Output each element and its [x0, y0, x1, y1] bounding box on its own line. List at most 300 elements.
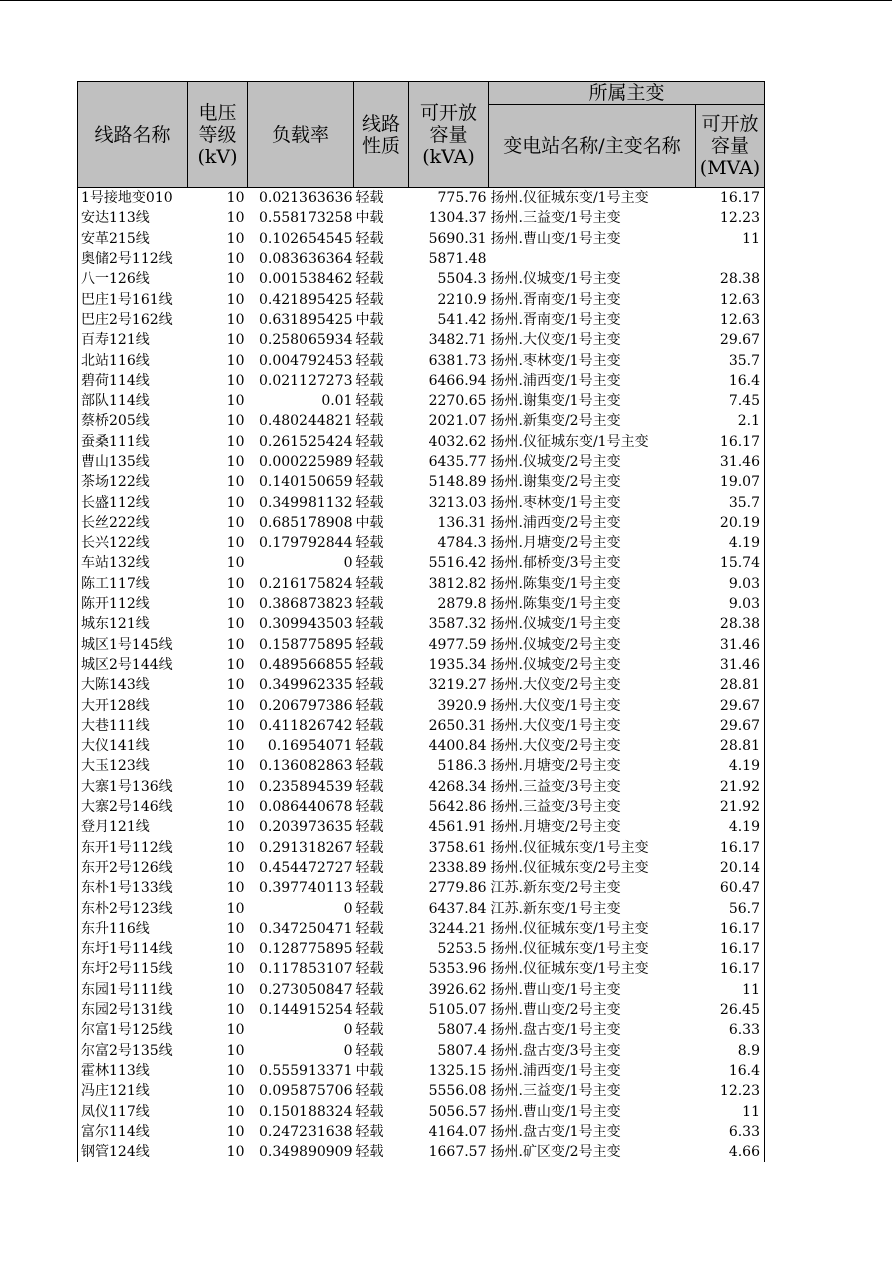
open-capacity-mva-cell: 35.7 — [696, 492, 765, 512]
load-rate-cell: 0.235894539 — [258, 778, 353, 795]
open-capacity-kva-cell: 2270.65 — [428, 393, 487, 410]
open-capacity-kva-cell: 3920.9 — [437, 697, 487, 714]
open-capacity-kva-cell: 2879.8 — [437, 596, 487, 613]
voltage-cell: 10 — [226, 413, 245, 430]
substation-cell: 扬州.仪城变/2号主变 — [490, 454, 621, 470]
load-rate-cell: 0.309943503 — [258, 616, 353, 633]
voltage-cell: 10 — [226, 210, 245, 227]
line-name-cell: 大开128线 — [78, 695, 188, 715]
table-row — [78, 878, 765, 898]
line-name-cell: 东园1号111线 — [78, 980, 188, 1000]
header-substation: 变电站名称/主变名称 — [489, 105, 696, 188]
voltage-cell: 10 — [226, 352, 245, 369]
table-row — [78, 898, 765, 918]
substation-cell: 扬州.新集变/2号主变 — [490, 413, 621, 430]
open-capacity-kva-cell: 2338.89 — [428, 859, 487, 876]
substation-cell: 扬州.大仪变/1号主变 — [490, 697, 621, 714]
open-capacity-mva-cell: 12.23 — [696, 208, 765, 228]
open-capacity-mva-cell: 28.81 — [696, 675, 765, 695]
line-name-cell: 茶场122线 — [78, 472, 188, 492]
load-rate-cell: 0.021127273 — [258, 372, 353, 389]
load-rate-cell: 0.558173258 — [258, 210, 353, 227]
load-rate-cell: 0.158775895 — [258, 636, 353, 653]
open-capacity-mva-cell: 7.45 — [696, 391, 765, 411]
open-capacity-mva-cell: 12.23 — [696, 1081, 765, 1101]
open-capacity-mva-cell: 20.19 — [696, 513, 765, 533]
load-rate-cell: 0.01 — [321, 393, 353, 410]
voltage-cell: 10 — [226, 271, 245, 288]
load-rate-cell: 0.144915254 — [258, 1002, 353, 1019]
substation-cell: 扬州.月塘变/2号主变 — [490, 535, 621, 552]
line-type-cell: 轻载 — [355, 1123, 384, 1140]
voltage-cell: 10 — [226, 1103, 245, 1120]
load-rate-cell: 0.631895425 — [258, 311, 353, 328]
line-type-cell: 轻载 — [355, 880, 384, 897]
line-type-cell: 轻载 — [355, 291, 384, 308]
substation-cell: 江苏.新东变/1号主变 — [490, 900, 621, 917]
open-capacity-mva-cell: 2.1 — [696, 411, 765, 431]
line-type-cell: 轻载 — [355, 697, 384, 714]
table-row — [78, 1061, 765, 1081]
line-name-cell: 巴庄1号161线 — [78, 289, 188, 309]
substation-cell: 扬州.三益变/1号主变 — [490, 1083, 621, 1100]
line-type-cell: 轻载 — [355, 393, 384, 410]
open-capacity-mva-cell: 8.9 — [696, 1040, 765, 1060]
substation-cell: 扬州.仪城变/2号主变 — [490, 636, 621, 653]
line-name-cell: 凤仪117线 — [78, 1101, 188, 1121]
substation-cell: 扬州.月塘变/2号主变 — [490, 758, 621, 775]
substation-cell: 扬州.曹山变/1号主变 — [490, 981, 621, 998]
substation-cell: 扬州.胥南变/1号主变 — [490, 311, 621, 328]
line-type-cell: 轻载 — [355, 920, 384, 937]
substation-cell: 扬州.大仪变/1号主变 — [490, 332, 621, 349]
voltage-cell: 10 — [226, 941, 245, 958]
load-rate-cell: 0.179792844 — [258, 535, 353, 552]
line-type-cell: 轻载 — [355, 1002, 384, 1019]
header-open-capacity-kva: 可开放容量(kVA) — [409, 82, 489, 188]
voltage-cell: 10 — [226, 230, 245, 247]
voltage-cell: 10 — [226, 920, 245, 937]
voltage-cell: 10 — [226, 433, 245, 450]
open-capacity-mva-cell: 9.03 — [696, 574, 765, 594]
substation-cell: 扬州.大仪变/1号主变 — [490, 717, 621, 734]
load-rate-cell: 0.128775895 — [258, 941, 353, 958]
line-type-cell: 轻载 — [355, 1143, 384, 1160]
line-name-cell: 东朴1号133线 — [78, 878, 188, 898]
line-type-cell: 轻载 — [355, 190, 384, 207]
open-capacity-kva-cell: 4032.62 — [428, 433, 487, 450]
line-name-cell: 长盛112线 — [78, 492, 188, 512]
open-capacity-kva-cell: 136.31 — [437, 514, 487, 531]
voltage-cell: 10 — [226, 474, 245, 491]
substation-cell: 扬州.盘古变/1号主变 — [490, 1022, 621, 1039]
header-line-type: 线路性质 — [354, 82, 409, 188]
line-type-cell: 轻载 — [355, 413, 384, 430]
table-row — [78, 1101, 765, 1121]
line-type-cell: 轻载 — [355, 819, 384, 836]
open-capacity-kva-cell: 1667.57 — [428, 1143, 487, 1160]
line-type-cell: 轻载 — [355, 555, 384, 572]
table-row — [78, 614, 765, 634]
voltage-cell: 10 — [226, 1123, 245, 1140]
open-capacity-kva-cell: 6381.73 — [428, 352, 487, 369]
open-capacity-kva-cell: 2210.9 — [437, 291, 487, 308]
substation-cell: 扬州.仪城变/1号主变 — [490, 616, 621, 633]
voltage-cell: 10 — [226, 1083, 245, 1100]
open-capacity-kva-cell: 5105.07 — [428, 1002, 487, 1019]
line-name-cell: 百寿121线 — [78, 330, 188, 350]
voltage-cell: 10 — [226, 819, 245, 836]
open-capacity-kva-cell: 4400.84 — [428, 738, 487, 755]
line-name-cell: 登月121线 — [78, 817, 188, 837]
voltage-cell: 10 — [226, 393, 245, 410]
load-rate-cell: 0.000225989 — [258, 454, 353, 470]
substation-cell: 扬州.仪城变/2号主变 — [490, 656, 621, 673]
open-capacity-mva-cell: 16.17 — [696, 919, 765, 939]
line-name-cell: 冯庄121线 — [78, 1081, 188, 1101]
substation-cell: 扬州.盘古变/3号主变 — [490, 1042, 621, 1059]
line-name-cell: 曹山135线 — [78, 452, 188, 472]
table-row — [78, 594, 765, 614]
line-type-cell: 轻载 — [355, 596, 384, 613]
table-row — [78, 492, 765, 512]
line-type-cell: 轻载 — [355, 941, 384, 958]
line-name-cell: 巴庄2号162线 — [78, 310, 188, 330]
voltage-cell: 10 — [226, 1002, 245, 1019]
line-type-cell: 轻载 — [355, 251, 384, 268]
load-rate-cell: 0 — [343, 1022, 353, 1039]
line-type-cell: 轻载 — [355, 677, 384, 694]
voltage-cell: 10 — [226, 1022, 245, 1039]
open-capacity-mva-cell — [696, 249, 765, 269]
open-capacity-kva-cell: 5807.4 — [437, 1022, 487, 1039]
table-row — [78, 330, 765, 350]
substation-cell: 扬州.胥南变/1号主变 — [490, 291, 621, 308]
voltage-cell: 10 — [226, 981, 245, 998]
voltage-cell: 10 — [226, 656, 245, 673]
table-row — [78, 289, 765, 309]
open-capacity-kva-cell: 2779.86 — [428, 880, 487, 897]
load-rate-cell: 0.685178908 — [258, 514, 353, 531]
open-capacity-mva-cell: 11 — [696, 229, 765, 249]
line-type-cell: 轻载 — [355, 636, 384, 653]
header-line-name: 线路名称 — [78, 82, 188, 188]
table-row — [78, 1000, 765, 1020]
table-row — [78, 553, 765, 573]
load-rate-cell: 0.454472727 — [258, 859, 353, 876]
open-capacity-mva-cell: 29.67 — [696, 330, 765, 350]
substation-cell: 扬州.大仪变/2号主变 — [490, 677, 621, 694]
open-capacity-kva-cell: 5556.08 — [428, 1083, 487, 1100]
line-name-cell: 蔡桥205线 — [78, 411, 188, 431]
line-type-cell: 轻载 — [355, 981, 384, 998]
table-row — [78, 635, 765, 655]
line-name-cell: 部队114线 — [78, 391, 188, 411]
load-rate-cell: 0.004792453 — [258, 352, 353, 369]
line-name-cell: 城东121线 — [78, 614, 188, 634]
open-capacity-mva-cell: 31.46 — [696, 635, 765, 655]
voltage-cell: 10 — [226, 697, 245, 714]
table-row — [78, 472, 765, 492]
line-name-cell: 钢管124线 — [78, 1142, 188, 1162]
open-capacity-kva-cell: 3587.32 — [428, 616, 487, 633]
substation-cell: 扬州.月塘变/2号主变 — [490, 819, 621, 836]
header-main-transformer-group: 所属主变 — [489, 82, 765, 105]
open-capacity-kva-cell: 5253.5 — [437, 941, 487, 958]
load-rate-cell: 0.349890909 — [258, 1143, 353, 1160]
table-body — [78, 188, 765, 1162]
open-capacity-mva-cell: 28.38 — [696, 269, 765, 289]
line-type-cell: 轻载 — [355, 859, 384, 876]
voltage-cell: 10 — [226, 454, 245, 470]
line-type-cell: 轻载 — [355, 352, 384, 369]
substation-cell: 扬州.仪征城东变/1号主变 — [490, 920, 649, 937]
line-type-cell: 轻载 — [355, 230, 384, 247]
line-type-cell: 中载 — [355, 514, 384, 531]
open-capacity-kva-cell: 5807.4 — [437, 1042, 487, 1059]
line-name-cell: 蚕桑111线 — [78, 432, 188, 452]
table-row — [78, 229, 765, 249]
table-row — [78, 432, 765, 452]
open-capacity-mva-cell: 16.17 — [696, 188, 765, 209]
line-name-cell: 城区1号145线 — [78, 635, 188, 655]
line-name-cell: 东开1号112线 — [78, 838, 188, 858]
load-rate-cell: 0.16954071 — [267, 738, 353, 755]
line-name-cell: 长丝222线 — [78, 513, 188, 533]
open-capacity-mva-cell: 16.17 — [696, 959, 765, 979]
line-type-cell: 中载 — [355, 210, 384, 227]
header-load-rate: 负载率 — [248, 82, 354, 188]
line-type-cell: 轻载 — [355, 778, 384, 795]
open-capacity-mva-cell: 9.03 — [696, 594, 765, 614]
table-row — [78, 391, 765, 411]
table-row — [78, 655, 765, 675]
load-rate-cell: 0.206797386 — [258, 697, 353, 714]
table-row — [78, 756, 765, 776]
open-capacity-mva-cell: 16.17 — [696, 838, 765, 858]
table-row — [78, 716, 765, 736]
open-capacity-kva-cell: 5642.86 — [428, 799, 487, 816]
table-row — [78, 249, 765, 269]
open-capacity-kva-cell: 1935.34 — [428, 656, 487, 673]
table-row — [78, 980, 765, 1000]
open-capacity-mva-cell: 29.67 — [696, 695, 765, 715]
line-type-cell: 轻载 — [355, 961, 384, 978]
table-row — [78, 1122, 765, 1142]
line-type-cell: 轻载 — [355, 1042, 384, 1059]
line-type-cell: 轻载 — [355, 1022, 384, 1039]
table-row — [78, 350, 765, 370]
load-rate-cell: 0.349962335 — [258, 677, 353, 694]
load-rate-cell: 0.397740113 — [258, 880, 353, 897]
load-rate-cell: 0.555913371 — [258, 1062, 353, 1079]
open-capacity-mva-cell: 31.46 — [696, 655, 765, 675]
open-capacity-mva-cell: 4.19 — [696, 533, 765, 553]
voltage-cell: 10 — [226, 880, 245, 897]
open-capacity-mva-cell: 28.81 — [696, 736, 765, 756]
line-name-cell: 东圩1号114线 — [78, 939, 188, 959]
open-capacity-kva-cell: 6437.84 — [428, 900, 487, 917]
substation-cell: 扬州.三益变/3号主变 — [490, 778, 621, 795]
substation-cell: 扬州.曹山变/1号主变 — [490, 230, 621, 247]
line-name-cell: 大寨1号136线 — [78, 777, 188, 797]
line-name-cell: 东升116线 — [78, 919, 188, 939]
substation-cell: 扬州.浦西变/2号主变 — [490, 514, 621, 531]
substation-cell: 扬州.枣林变/1号主变 — [490, 352, 621, 369]
table-row — [78, 817, 765, 837]
table-row — [78, 797, 765, 817]
voltage-cell: 10 — [226, 332, 245, 349]
voltage-cell: 10 — [226, 616, 245, 633]
voltage-cell: 10 — [226, 677, 245, 694]
open-capacity-mva-cell: 4.19 — [696, 817, 765, 837]
load-rate-cell: 0.411826742 — [258, 717, 353, 734]
line-name-cell: 霍林113线 — [78, 1061, 188, 1081]
line-type-cell: 轻载 — [355, 839, 384, 856]
line-name-cell: 富尔114线 — [78, 1122, 188, 1142]
load-rate-cell: 0.021363636 — [258, 190, 353, 207]
line-name-cell: 1号接地变010 — [78, 188, 188, 209]
line-type-cell: 轻载 — [355, 474, 384, 491]
open-capacity-mva-cell: 31.46 — [696, 452, 765, 472]
line-name-cell: 北站116线 — [78, 350, 188, 370]
open-capacity-kva-cell: 5516.42 — [428, 555, 487, 572]
open-capacity-mva-cell: 20.14 — [696, 858, 765, 878]
voltage-cell: 10 — [226, 758, 245, 775]
voltage-cell: 10 — [226, 311, 245, 328]
line-type-cell: 轻载 — [355, 900, 384, 917]
open-capacity-mva-cell: 16.4 — [696, 371, 765, 391]
line-type-cell: 轻载 — [355, 372, 384, 389]
substation-cell: 扬州.陈集变/1号主变 — [490, 596, 621, 613]
line-name-cell: 大玉123线 — [78, 756, 188, 776]
open-capacity-kva-cell: 5056.57 — [428, 1103, 487, 1120]
open-capacity-kva-cell: 4561.91 — [428, 819, 487, 836]
open-capacity-kva-cell: 4977.59 — [428, 636, 487, 653]
table-row — [78, 838, 765, 858]
substation-cell: 扬州.浦西变/1号主变 — [490, 1062, 621, 1079]
line-type-cell: 轻载 — [355, 758, 384, 775]
load-rate-cell: 0.083636364 — [258, 251, 353, 268]
line-type-cell: 轻载 — [355, 717, 384, 734]
line-name-cell: 八一126线 — [78, 269, 188, 289]
substation-cell: 扬州.郁桥变/3号主变 — [490, 555, 621, 572]
open-capacity-mva-cell: 21.92 — [696, 797, 765, 817]
voltage-cell: 10 — [226, 778, 245, 795]
open-capacity-kva-cell: 3219.27 — [428, 677, 487, 694]
substation-cell: 扬州.浦西变/1号主变 — [490, 372, 621, 389]
open-capacity-kva-cell: 2650.31 — [428, 717, 487, 734]
line-name-cell: 奥储2号112线 — [78, 249, 188, 269]
voltage-cell: 10 — [226, 555, 245, 572]
voltage-cell: 10 — [226, 839, 245, 856]
open-capacity-kva-cell: 3213.03 — [428, 494, 487, 511]
open-capacity-mva-cell: 21.92 — [696, 777, 765, 797]
table-row — [78, 310, 765, 330]
table-row — [78, 1020, 765, 1040]
open-capacity-kva-cell: 1325.15 — [428, 1062, 487, 1079]
line-name-cell: 东朴2号123线 — [78, 898, 188, 918]
open-capacity-mva-cell: 16.17 — [696, 939, 765, 959]
voltage-cell: 10 — [226, 494, 245, 511]
voltage-cell: 10 — [226, 636, 245, 653]
substation-cell: 扬州.大仪变/2号主变 — [490, 738, 621, 755]
load-rate-cell: 0.247231638 — [258, 1123, 353, 1140]
open-capacity-kva-cell: 3812.82 — [428, 575, 487, 592]
load-rate-cell: 0.386873823 — [258, 596, 353, 613]
open-capacity-kva-cell: 5871.48 — [428, 251, 487, 268]
voltage-cell: 10 — [226, 1143, 245, 1160]
load-rate-cell: 0.117853107 — [258, 961, 353, 978]
table-row — [78, 208, 765, 228]
load-rate-cell: 0.421895425 — [258, 291, 353, 308]
open-capacity-mva-cell: 29.67 — [696, 716, 765, 736]
open-capacity-mva-cell: 56.7 — [696, 898, 765, 918]
open-capacity-kva-cell: 5690.31 — [428, 230, 487, 247]
open-capacity-mva-cell: 11 — [696, 1101, 765, 1121]
substation-cell: 扬州.仪城变/1号主变 — [490, 271, 621, 288]
line-type-cell: 中载 — [355, 1062, 384, 1079]
line-type-cell: 轻载 — [355, 656, 384, 673]
voltage-cell: 10 — [226, 859, 245, 876]
line-type-cell: 轻载 — [355, 799, 384, 816]
load-rate-cell: 0.001538462 — [258, 271, 353, 288]
open-capacity-mva-cell: 12.63 — [696, 310, 765, 330]
voltage-cell: 10 — [226, 514, 245, 531]
substation-cell: 扬州.仪征城东变/1号主变 — [490, 190, 649, 207]
substation-cell: 扬州.矿区变/2号主变 — [490, 1143, 621, 1160]
table-row — [78, 919, 765, 939]
line-type-cell: 轻载 — [355, 454, 384, 470]
open-capacity-mva-cell: 6.33 — [696, 1020, 765, 1040]
table-row — [78, 675, 765, 695]
line-type-cell: 轻载 — [355, 271, 384, 288]
voltage-cell: 10 — [226, 1062, 245, 1079]
load-rate-cell: 0.273050847 — [258, 981, 353, 998]
substation-cell: 扬州.仪征城东变/1号主变 — [490, 839, 649, 856]
substation-cell: 扬州.陈集变/1号主变 — [490, 575, 621, 592]
load-rate-cell: 0 — [343, 900, 353, 917]
load-rate-cell: 0.489566855 — [258, 656, 353, 673]
open-capacity-mva-cell: 28.38 — [696, 614, 765, 634]
line-type-cell: 轻载 — [355, 1103, 384, 1120]
table-row — [78, 452, 765, 472]
substation-cell: 扬州.仪征城东变/1号主变 — [490, 433, 649, 450]
line-name-cell: 东圩2号115线 — [78, 959, 188, 979]
line-name-cell: 车站132线 — [78, 553, 188, 573]
voltage-cell: 10 — [226, 251, 245, 268]
open-capacity-kva-cell: 2021.07 — [428, 413, 487, 430]
open-capacity-mva-cell: 16.4 — [696, 1061, 765, 1081]
open-capacity-kva-cell: 4784.3 — [437, 535, 487, 552]
substation-cell: 扬州.谢集变/2号主变 — [490, 474, 621, 491]
line-type-cell: 轻载 — [355, 575, 384, 592]
open-capacity-kva-cell: 4164.07 — [428, 1123, 487, 1140]
voltage-cell: 10 — [226, 596, 245, 613]
substation-cell: 扬州.仪征城东变/1号主变 — [490, 961, 649, 978]
open-capacity-kva-cell: 775.76 — [437, 190, 487, 207]
open-capacity-mva-cell: 6.33 — [696, 1122, 765, 1142]
line-name-cell: 大巷111线 — [78, 716, 188, 736]
open-capacity-mva-cell: 4.19 — [696, 756, 765, 776]
substation-cell: 扬州.三益变/1号主变 — [490, 210, 621, 227]
open-capacity-kva-cell: 4268.34 — [428, 778, 487, 795]
voltage-cell: 10 — [226, 291, 245, 308]
line-name-cell: 大陈143线 — [78, 675, 188, 695]
line-name-cell: 大寨2号146线 — [78, 797, 188, 817]
load-rate-cell: 0.291318267 — [258, 839, 353, 856]
line-name-cell: 安革215线 — [78, 229, 188, 249]
